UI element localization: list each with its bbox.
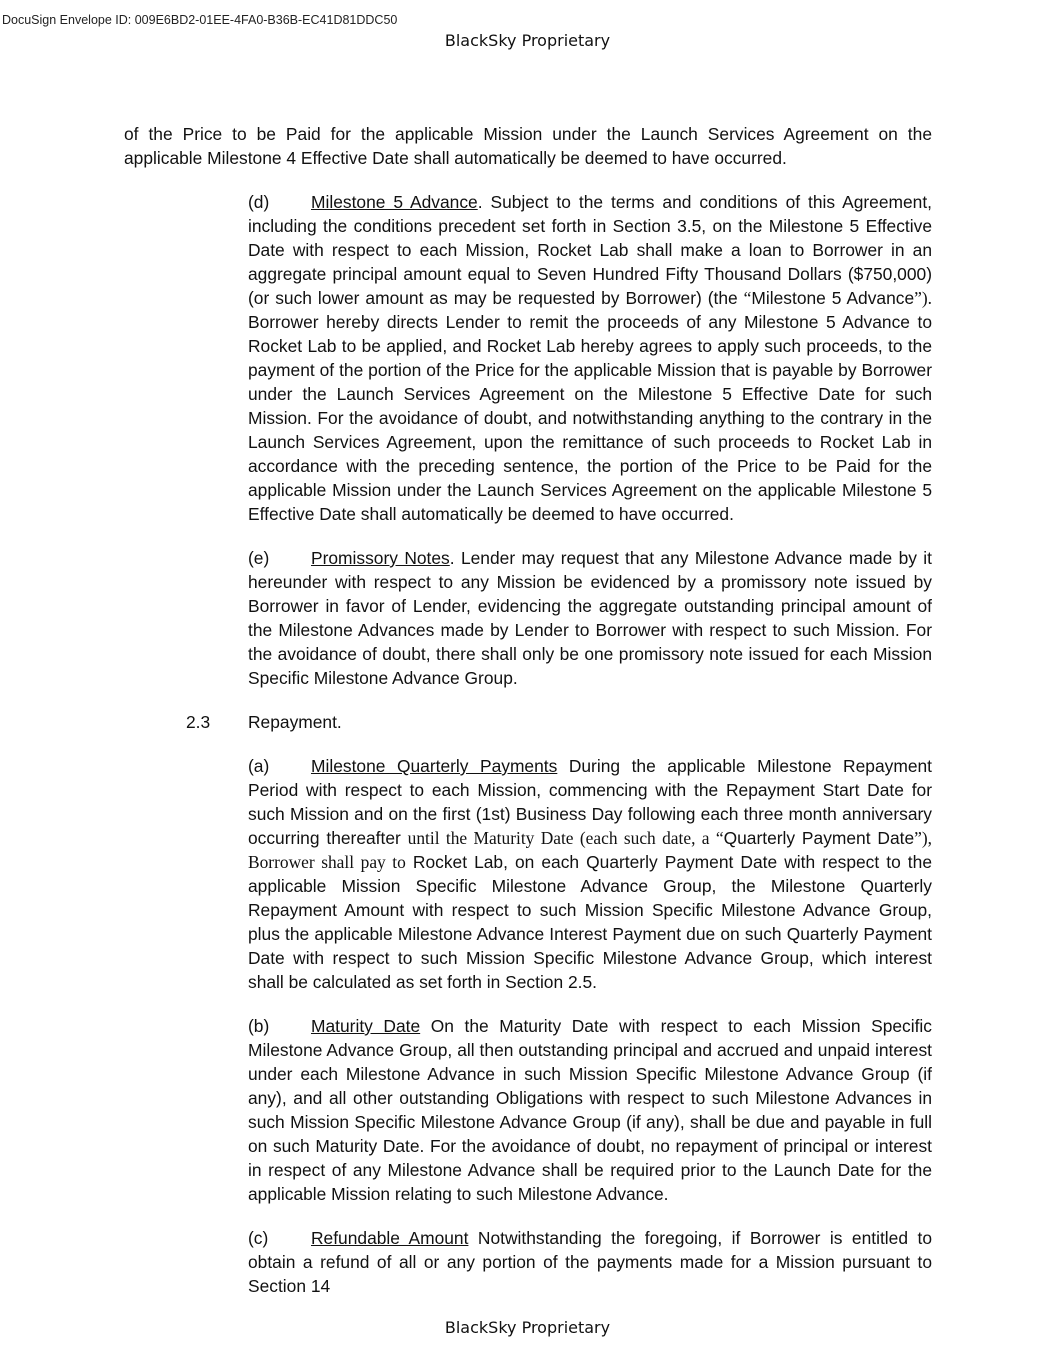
- clause-text: Borrower hereby directs Lender to remit the proceeds of any Milestone 5 Advance to Rocket Lab to be applied, and Rocket Lab hereby agrees to apply such proceeds, to the payment of the portion of the Price for the applicable Mission that is payable by Borrower under the Launch Services Agreement on the Milestone 5 Effective Date for such Mission. For the avoidance of doubt, and notwithstanding anything to the contrary in the Launch Services Agreement, upon the remittance of such proceeds to Rocket Lab in accordance with the preceding sentence, the portion of the Price to be Paid for the applicable Mission under the Launch Services Agreement on the applicable Milestone 5 Effective Date shall automatically be deemed to have occurred.: [248, 312, 932, 524]
- clause-title: Refundable Amount: [311, 1228, 469, 1248]
- section-title: Repayment.: [248, 712, 342, 732]
- page-footer: BlackSky Proprietary: [444, 1318, 611, 1337]
- paragraph-d-milestone-5-advance: [124, 190, 932, 526]
- paragraph-continuation: of the Price to be Paid for the applicable Mission under the Launch Services Agreement on the applicable Milestone 4 Effective Date shall automatically be deemed to have occurred.: [124, 124, 932, 168]
- clause-title: Milestone Quarterly Payments: [311, 756, 558, 776]
- section-heading-2-3: [186, 710, 932, 734]
- paragraph-e-promissory-notes: [124, 546, 932, 690]
- clause-text: Rocket Lab, on each Quarterly Payment Date with respect to the applicable Mission Specific Milestone Advance Group, the Milestone Quarterly Repayment Amount with respect to such Mission Specific Milestone Advance Group, plus the applicable Milestone Advance Interest Payment due on such Quarterly Payment Date with respect to such Mission Specific Milestone Advance Group, which interest shall be calculated as set forth in Section 2.5.: [248, 852, 932, 992]
- clause-title: Milestone 5 Advance: [311, 192, 478, 212]
- clause-label: (d): [248, 192, 270, 212]
- clause-text: . Lender may request that any Milestone Advance made by it hereunder with respect to any Mission be evidenced by a promissory note issued by Borrower in favor of Lender, evidencing the aggregate outstanding principal amount of the Milestone Advances made by Lender to Borrower with respect to such Mission. For the avoidance of doubt, there shall only be one promissory note issued for each Mission Specific Milestone Advance Group.: [248, 548, 932, 688]
- clause-title: Maturity Date: [311, 1016, 421, 1036]
- clause-label: (a): [248, 756, 270, 776]
- clause-text: Notwithstanding the foregoing, if Borrower is entitled to obtain a refund of all or any portion of the payments made for a Mission pursuant to Section 14: [248, 1228, 932, 1296]
- clause-title: Promissory Notes: [311, 548, 450, 568]
- document-body: [124, 122, 932, 1298]
- docusign-envelope-id: DocuSign Envelope ID: 009E6BD2-01EE-4FA0-B36B-EC41D81DDC50: [2, 13, 398, 27]
- defined-term: Milestone 5 Advance: [751, 288, 915, 308]
- clause-text: On the Maturity Date with respect to each Mission Specific Milestone Advance Group, all then outstanding principal and accrued and unpaid interest under each Milestone Advance in such Mission Specific Milestone Advance Group (if any), and all other outstanding Obligations with respect to such Milestone Advances in such Mission Specific Milestone Advance Group (if any), shall be due and payable in full on such Maturity Date. For the avoidance of doubt, no repayment of principal or interest in respect of any Milestone Advance shall be required prior to the Launch Date for the applicable Mission relating to such Milestone Advance.: [248, 1016, 932, 1204]
- section-number: 2.3: [186, 712, 211, 732]
- clause-text: . Subject to the terms and conditions of this Agreement, including the conditions precedent set forth in Section 3.5, on the Milestone 5 Effective Date with respect to each Mission, Rocket Lab shall make a loan to Borrower in an aggregate principal amount equal to Seven Hundred Fifty Thousand Dollars ($750,000) (or such lower amount as may be requested by Borrower) (the: [248, 192, 932, 308]
- clause-text: During the applicable Milestone Repayment Period with respect to each Mission, commencing with the Repayment Start Date for such Mission and on the first (1st) Business Day following each three month anniversary occurring thereafter: [248, 756, 932, 848]
- clause-label: (e): [248, 548, 270, 568]
- defined-term: Quarterly Payment Date: [723, 828, 915, 848]
- page-header: BlackSky Proprietary: [444, 31, 611, 50]
- quote-mark: ”).: [914, 288, 932, 308]
- paragraph-a-quarterly-payments: [124, 754, 932, 994]
- clause-text-serif: until the Maturity Date (each such date, a “: [407, 828, 724, 848]
- quote-mark: “: [743, 288, 752, 308]
- paragraph-c-refundable-amount: [124, 1226, 932, 1298]
- paragraph-b-maturity-date: [124, 1014, 932, 1206]
- clause-text-serif: ”), Borrower shall pay to: [248, 828, 932, 872]
- clause-label: (b): [248, 1016, 270, 1036]
- clause-label: (c): [248, 1228, 269, 1248]
